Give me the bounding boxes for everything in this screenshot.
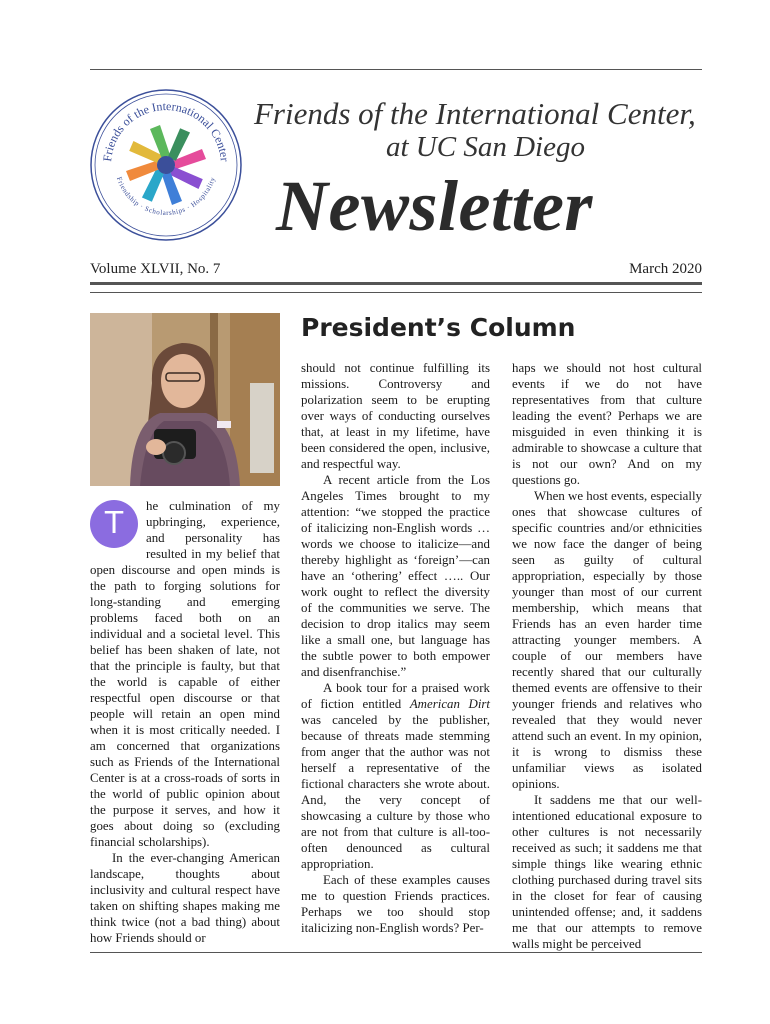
president-photo	[90, 313, 280, 486]
article-paragraph: should not continue fulfilling its missions. Controversy and polarization seem to be erupting over ways of conducting ourselves that, at least in my lifetime, have been considered the open, inclusive, and respectful way.	[301, 361, 490, 471]
organization-location: at UC San Diego	[386, 131, 585, 163]
header-rule-thin	[90, 292, 702, 293]
article-column-1	[90, 498, 280, 945]
issue-date: March 2020	[629, 261, 702, 277]
article-paragraph	[90, 498, 280, 850]
book-title: American Dirt	[409, 697, 491, 711]
paragraph-text: A book tour for a praised work of fiction entitled	[301, 681, 490, 711]
paragraph-text: was canceled by the publisher, because of threats made stemming from anger that the author was not herself a representative of the fictional characters she wrote about. And, the very concept of showcasing a culture by those who are not from that culture is all-too-often denounced as cultural appropriation.	[301, 713, 490, 871]
article-title: President’s Column	[301, 313, 576, 342]
seal-text-bottom: Friendship · Scholarships · Hospitality	[114, 175, 218, 217]
article-column-3	[512, 360, 702, 951]
bottom-rule	[90, 952, 702, 953]
organization-name: Friends of the International Center,	[254, 96, 696, 131]
article-paragraph: In the ever-changing American landscape, thoughts about inclusivity and cultural respect have taken on shifting shapes making me think twice (not a bad thing) about how Friends should or	[90, 851, 280, 945]
drop-cap: T	[90, 500, 138, 548]
article-column-2	[301, 360, 490, 938]
article-paragraph: Each of these examples causes me to question Friends practices. Perhaps we too should stop italicizing non-English words? Per-	[301, 873, 490, 935]
newsletter-title: Newsletter	[276, 166, 593, 246]
article-paragraph	[301, 680, 490, 872]
article-paragraph: It saddens me that our well-intentioned educational exposure to other cultures is not necessarily received as such; it saddens me that simple things like wearing ethnic clothing purchased during travel sits in the closet for fear of causing unintended offense; and, it saddens me that our attempts to remove walls might be perceived	[512, 793, 702, 951]
article-paragraph: When we host events, especially ones that showcase cultures of specific countries and/or ethnicities we now face the danger of being seen as guilty of cultural appropriation, especially by those younger than most of our current membership, which means that Friends has an even harder time attracting younger members. A couple of our members have recently shared that our culturally themed events are offensive to their younger friends and relatives who revealed that they would never attend such an event. In my opinion, it is wrong to dismiss these unfamiliar views as isolated opinions.	[512, 489, 702, 791]
volume-number: Volume XLVII, No. 7	[90, 261, 221, 277]
article-paragraph: haps we should not host cultural events if we do not have representatives from that culture leading the event? Perhaps we are misguided in even thinking it is admirable to showcase a culture that is not our own? And on my questions go.	[512, 361, 702, 487]
top-rule	[90, 69, 702, 70]
seal-text-top: Friends of the International Center	[100, 98, 232, 163]
organization-seal-logo	[89, 88, 243, 242]
header-rule-thick	[90, 282, 702, 285]
paragraph-text: he culmination of my upbringing, experience, and personality has resulted in my belief that open discourse and open minds is the path to forging solutions for long-standing and emerging problems faced both on an individual and a societal level. This belief has been shaken of late, not that the principle is faulty, but that the world is capable of either respectful open discourse or that people will retain an open mind when it is most critically needed. I am concerned that organizations such as Friends of the International Center is at a cross-roads of sorts in the world of public opinion about the purpose it serves, and how it goes about doing so (excluding financial scholarships).	[90, 499, 280, 849]
article-paragraph: A recent article from the Los Angeles Times brought to my attention: “we stopped the practice of italicizing non-English words … words we choose to italicize—and thereby highlight as ‘foreign’—can have an ‘othering’ effect ….. Our work ought to reflect the diversity of the communities we serve. The decision to drop italics may seem like a small one, but language has the subtle power to both empower and disenfranchise.”	[301, 473, 490, 679]
